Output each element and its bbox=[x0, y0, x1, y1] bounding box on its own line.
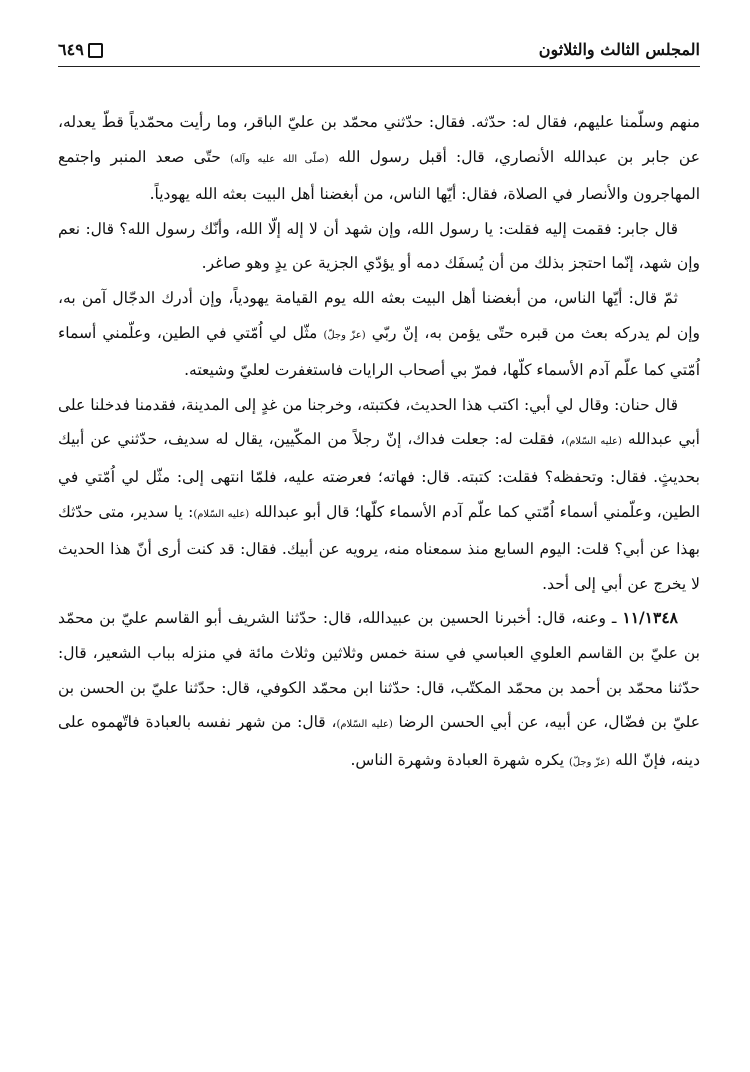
honorific: (عليه السّلام) bbox=[565, 436, 622, 448]
paragraph-3: ثمّ قال: أيّها الناس، من أبغضنا أهل البيت بعثه الله يوم القيامة يهودياً، وإن أدرك الدجّال آمن به، وإن لم يدركه بعث من قبره حتّى يؤمن به، إنّ ربّي (عزّ وجلّ) مثّل لي اُمّتي في الطين، وعلّمني أسماء اُمّتي كما علّم آدم الأسماء كلّها، فمرّ بي أصحاب الرايات فاستغفرت لعليّ وشيعته. bbox=[58, 288, 700, 380]
page-number-block bbox=[58, 38, 103, 62]
main-text bbox=[58, 105, 700, 780]
hadith-number: ١١/١٣٤٨ bbox=[622, 608, 678, 628]
paragraph-1: منهم وسلّمنا عليهم، فقال له: حدّثه. فقال: حدّثني محمّد بن عليّ الباقر، وما رأيت محمّدياً قطّ يعدله، عن جابر بن عبدالله الأنصاري، قال: أقبل رسول الله (صلّى الله عليه وآله) حتّى صعد المنبر واجتمع المهاجرون والأنصار في الصلاة، فقال: أيّها الناس، من أبغضنا أهل البيت بعثه الله يهودياً. bbox=[58, 113, 700, 204]
page-number: ٦٤٩ bbox=[58, 40, 84, 59]
paragraph-4: قال حنان: وقال لي أبي: اكتب هذا الحديث، فكتبته، وخرجنا من غدٍ إلى المدينة، فقدمنا فدخلنا على أبي عبدالله (عليه السّلام)، فقلت له: جعلت فداك، إنّ رجلاً من المكّيين، يقال له سديف، حدّثني عن أبيك بحديثٍ. فقال: وتحفظه؟ فقلت: كتبته. قال: فهاته؛ فعرضته عليه، فلمّا انتهى إلى: مثّل لي اُمّتي في الطين، وعلّمني أسماء اُمّتي كما علّم آدم الأسماء كلّها؛ قال أبو عبدالله (عليه السّلام): يا سدير، متى حدّثك بهذا عن أبي؟ قلت: اليوم السابع منذ سمعناه منه، يرويه عن أبيك. فقال: قد كنت أرى أنّ هذا الحديث لا يخرج عن أبي إلى أحد. bbox=[58, 395, 701, 593]
paragraph-2: قال جابر: فقمت إليه فقلت: يا رسول الله، وإن شهد أن لا إله إلّا الله، وأنّك رسول الله؟ قال: نعم وإن شهد، إنّما احتجز بذلك من أن يُسفَك دمه أو يؤدّي الجزية عن يدٍ وهو صاغر. bbox=[58, 219, 700, 273]
honorific: (عليه السّلام) bbox=[193, 508, 250, 520]
book-page bbox=[58, 38, 700, 1038]
chapter-title: المجلس الثالث والثلاثون bbox=[538, 40, 700, 59]
square-box-icon bbox=[88, 43, 103, 58]
honorific: (عليه السّلام) bbox=[336, 719, 393, 731]
paragraph-5: ١١/١٣٤٨ ـ وعنه، قال: أخبرنا الحسين بن عبيدالله، قال: حدّثنا الشريف أبو القاسم عليّ بن محمّد بن عليّ بن القاسم العلوي العباسي في سنة خمس وثلاثين وثلاث مائة في منزله بباب الشعير، قال: حدّثنا محمّد بن أحمد بن محمّد المكتّب، قال: حدّثنا ابن محمّد الكوفي، قال: حدّثنا عليّ بن الحسن بن عليّ بن فضّال، عن أبيه، عن أبي الحسن الرضا (عليه السّلام)، قال: من شهر نفسه بالعبادة فاتّهموه على دينه، فإنّ الله (عزّ وجلّ) يكره شهرة العبادة وشهرة الناس. bbox=[58, 608, 701, 769]
honorific: (عزّ وجلّ) bbox=[323, 329, 366, 341]
running-header bbox=[58, 38, 700, 67]
honorific: (صلّى الله عليه وآله) bbox=[230, 153, 329, 165]
honorific: (عزّ وجلّ) bbox=[568, 756, 611, 768]
